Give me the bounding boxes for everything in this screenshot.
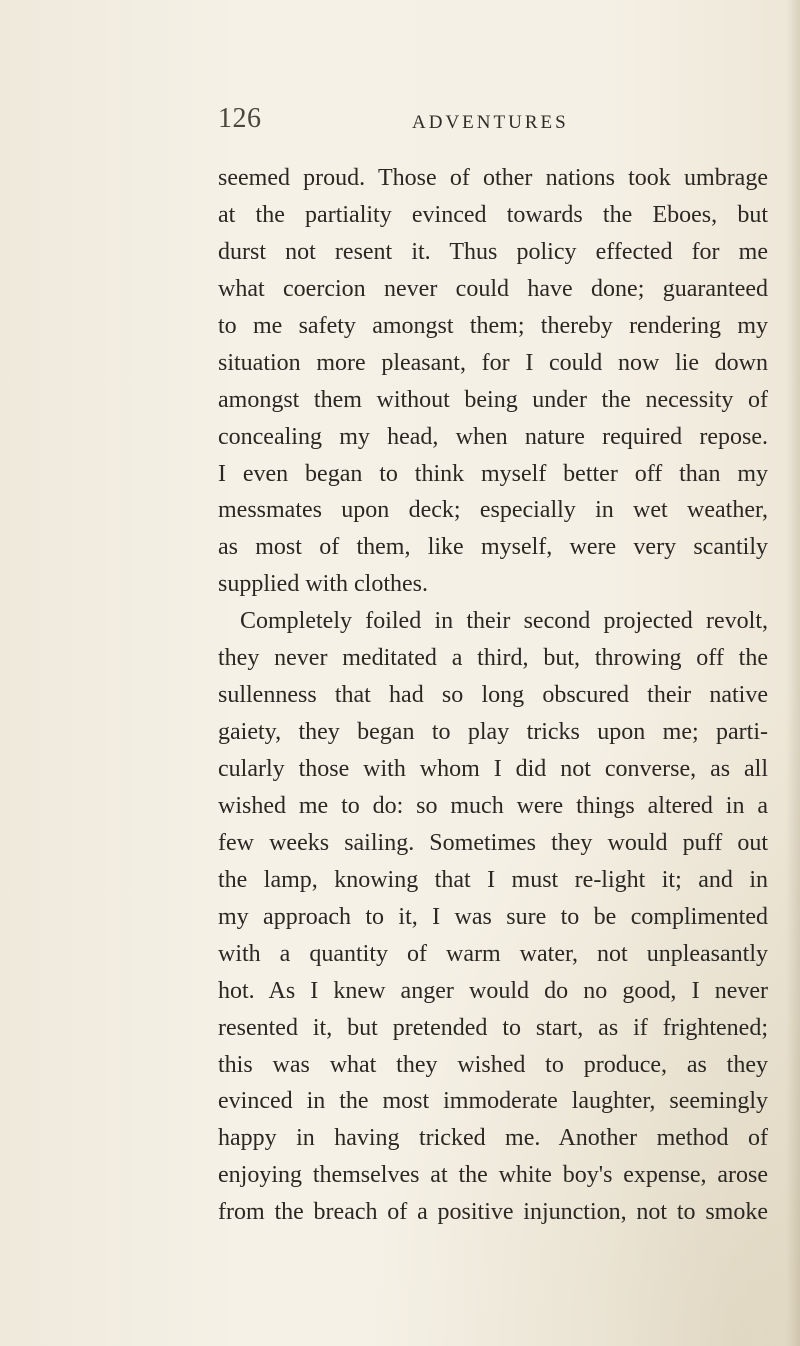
text-line: this was what they wished to produce, as they [218,1051,768,1078]
text-line: wished me to do: so much were things altered in a [218,792,768,819]
page-edge-shadow [786,0,800,1346]
body-text [218,160,768,1231]
text-line: few weeks sailing. Sometimes they would puff out [218,829,768,856]
page-header [0,95,800,145]
text-line: what coercion never could have done; guaranteed [218,275,768,302]
text-line: cularly those with whom I did not converse, as all [218,756,768,782]
text-line: with a quantity of warm water, not unpleasantly [218,940,768,967]
text-line: situation more pleasant, for I could now lie down [218,349,768,376]
text-line: enjoying themselves at the white boy's expense, arose [218,1162,768,1189]
running-head: ADVENTURES [412,112,569,133]
text-line: at the partiality evinced towards the Eboes, but [218,201,768,228]
text-line: they never meditated a third, but, throwing off the [218,645,768,672]
text-line: supplied with clothes. [218,571,428,598]
text-line: sullenness that had so long obscured their native [218,682,768,709]
text-line: seemed proud. Those of other nations took umbrage [218,165,768,191]
text-line: gaiety, they began to play tricks upon me; parti- [218,719,768,746]
text-line: hot. As I knew anger would do no good, I never [218,977,768,1004]
text-line: resented it, but pretended to start, as if frightened; [218,1014,768,1041]
page-number: 126 [218,103,262,134]
text-line: durst not resent it. Thus policy effected for me [218,238,768,265]
text-line: to me safety amongst them; thereby rendering my [218,312,768,339]
paragraph-first-line: Completely foiled in their second projected revolt, [240,608,768,635]
text-line: from the breach of a positive injunction, not to smoke [218,1199,768,1226]
text-line: amongst them without being under the necessity of [218,386,768,413]
text-line: messmates upon deck; especially in wet weather, [218,497,768,524]
text-line: my approach to it, I was sure to be complimented [218,903,768,930]
text-line: the lamp, knowing that I must re-light it; and in [218,866,768,893]
text-line: evinced in the most immoderate laughter, seemingly [218,1088,768,1115]
text-line: happy in having tricked me. Another method of [218,1125,768,1152]
text-line: as most of them, like myself, were very scantily [218,534,768,561]
text-line: I even began to think myself better off than my [218,460,768,487]
text-line: concealing my head, when nature required repose. [218,423,768,450]
